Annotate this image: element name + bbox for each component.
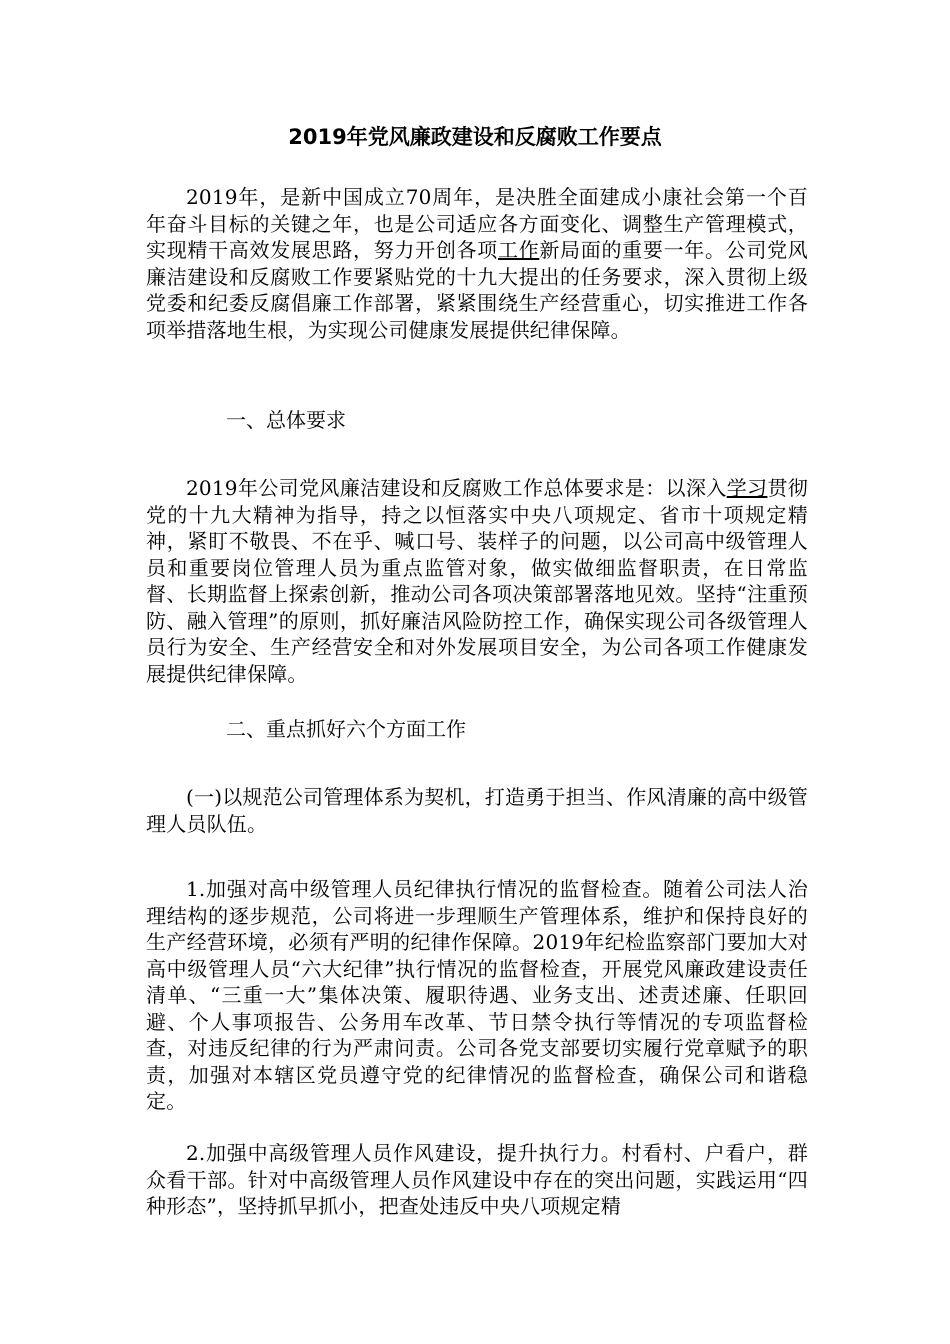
intro-paragraph [146,184,808,343]
intro-text-end: 新局面的重要一年。公司党风廉洁建设和反腐败工作要紧贴党的十九大提出的任务要求，深入贯彻上级党委和纪委反腐倡廉工作部署，紧紧围绕生产经营重心，切实推进工作各项举措落地生根，为实现公司健康发展提供纪律保障。 [146,238,808,342]
document-title: 2019年党风廉政建设和反腐败工作要点 [288,125,662,149]
item1-paragraph: 1.加强对高中级管理人员纪律执行情况的监督检查。随着公司法人治理结构的逐步规范，公司将进一步理顺生产管理体系，维护和保持良好的生产经营环境，必须有严明的纪律作保障。2019年纪检监察部门要加大对高中级管理人员“六大纪律”执行情况的监督检查，开展党风廉政建设责任清单、“三重一大”集体决策、履职待遇、业务支出、述责述廉、任职回避、个人事项报告、公务用车改革、节日禁令执行等情况的专项监督检查，对违反纪律的行为严肃问责。公司各党支部要切实履行党章赋予的职责，加强对本辖区党员遵守党的纪律情况的监督检查，确保公司和谐稳定。 [146,877,808,1113]
item2-paragraph: 2.加强中高级管理人员作风建设，提升执行力。村看村、户看户，群众看干部。针对中高级管理人员作风建设中存在的突出问题，实践运用“四种形态”，坚持抓早抓小，把查处违反中央八项规定精 [146,1141,808,1218]
section1-link-xuexi[interactable]: 学习 [726,476,768,500]
section1-text-start: 2019年公司党风廉洁建设和反腐败工作总体要求是：以深入 [186,476,727,500]
intro-text-start: 2019年，是新中国成立70周年，是决胜全面建成小康社会第一个百年奋斗目标的关键之年，也是公司适应各方面变化、调整生产管理模式，实现精干高效发展思路，努力开创各项 [146,185,808,262]
section1-heading: 一、总体要求 [226,408,346,432]
section1-paragraph [146,475,808,687]
subsection1-heading: (一)以规范公司管理体系为契机，打造勇于担当、作风清廉的高中级管理人员队伍。 [146,785,809,836]
section1-text-end: 贯彻党的十九大精神为指导，持之以恒落实中央八项规定、省市十项规定精神，紧盯不敬畏、不在乎、喊口号、装样子的问题，以公司高中级管理人员和重要岗位管理人员为重点监管对象，做实做细监督职责，在日常监督、长期监督上探索创新，推动公司各项决策部署落地见效。坚持“注重预防、融入管理”的原则，抓好廉洁风险防控工作，确保实现公司各级管理人员行为安全、生产经营安全和对外发展项目安全，为公司各项工作健康发展提供纪律保障。 [146,476,809,686]
intro-link-gongzuo[interactable]: 工作 [497,238,540,262]
section2-heading: 二、重点抓好六个方面工作 [226,717,466,741]
